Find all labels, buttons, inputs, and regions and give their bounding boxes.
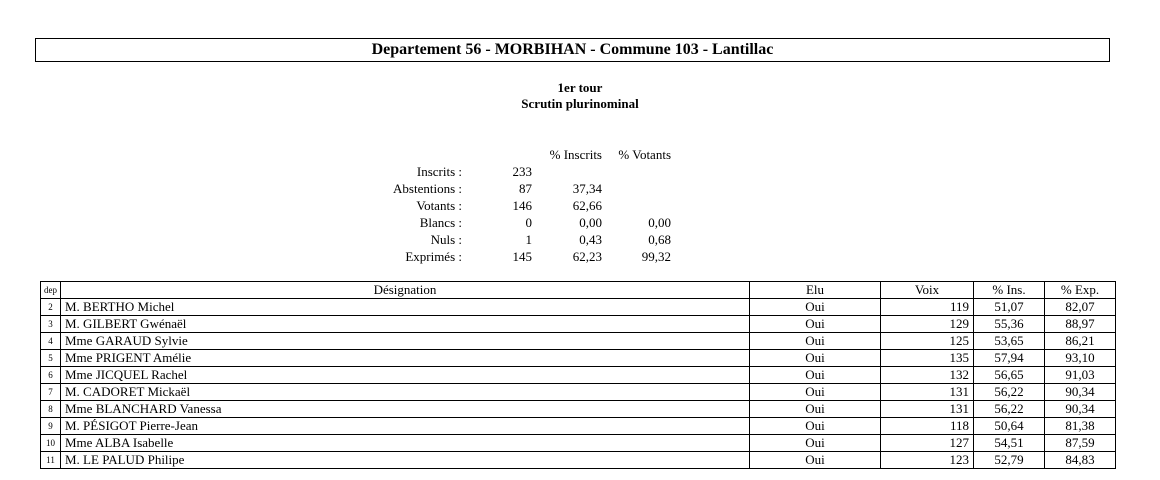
candidate-row bbox=[41, 299, 1116, 316]
candidate-dep: 9 bbox=[41, 418, 61, 435]
turnout-pct-votants: 99,32 bbox=[641, 249, 671, 264]
candidate-pct-ins: 56,65 bbox=[974, 367, 1045, 384]
turnout-label: Abstentions : bbox=[393, 181, 462, 196]
candidate-pct-ins: 55,36 bbox=[974, 316, 1045, 333]
turnout-pct-votants: 0,68 bbox=[648, 232, 671, 247]
turnout-label: Nuls : bbox=[430, 232, 462, 247]
turnout-label: Blancs : bbox=[419, 215, 462, 230]
candidate-dep: 10 bbox=[41, 435, 61, 452]
candidate-votes: 118 bbox=[881, 418, 974, 435]
candidate-dep: 11 bbox=[41, 452, 61, 469]
candidate-row bbox=[41, 435, 1116, 452]
candidate-name: Mme BLANCHARD Vanessa bbox=[61, 401, 750, 418]
candidate-dep: 7 bbox=[41, 384, 61, 401]
turnout-label: Inscrits : bbox=[416, 164, 462, 179]
turnout-pct-inscrits: 62,66 bbox=[572, 198, 602, 213]
candidate-pct-exp: 90,34 bbox=[1045, 401, 1116, 418]
candidate-votes: 132 bbox=[881, 367, 974, 384]
turnout-value: 146 bbox=[512, 198, 532, 213]
candidate-row bbox=[41, 401, 1116, 418]
candidate-pct-ins: 56,22 bbox=[974, 401, 1045, 418]
header-voix: Voix bbox=[881, 282, 974, 299]
candidate-elected: Oui bbox=[750, 350, 881, 367]
turnout-value: 87 bbox=[519, 181, 532, 196]
candidate-dep: 8 bbox=[41, 401, 61, 418]
candidate-row bbox=[41, 418, 1116, 435]
candidate-elected: Oui bbox=[750, 418, 881, 435]
header-pct-ins: % Ins. bbox=[974, 282, 1045, 299]
turnout-label: Votants : bbox=[416, 198, 462, 213]
candidate-name: M. CADORET Mickaël bbox=[61, 384, 750, 401]
turnout-row bbox=[360, 180, 671, 197]
candidate-pct-exp: 81,38 bbox=[1045, 418, 1116, 435]
candidate-pct-exp: 84,83 bbox=[1045, 452, 1116, 469]
header-elu: Elu bbox=[750, 282, 881, 299]
candidate-row bbox=[41, 350, 1116, 367]
candidate-votes: 131 bbox=[881, 401, 974, 418]
candidate-row bbox=[41, 452, 1116, 469]
candidate-elected: Oui bbox=[750, 452, 881, 469]
candidate-votes: 119 bbox=[881, 299, 974, 316]
turnout-pct-inscrits: 0,43 bbox=[579, 232, 602, 247]
candidate-votes: 135 bbox=[881, 350, 974, 367]
ballot-type-label: Scrutin plurinominal bbox=[521, 96, 639, 111]
candidate-row bbox=[41, 333, 1116, 350]
header-designation: Désignation bbox=[61, 282, 750, 299]
candidate-elected: Oui bbox=[750, 333, 881, 350]
candidate-name: Mme JICQUEL Rachel bbox=[61, 367, 750, 384]
turnout-stats bbox=[360, 146, 671, 265]
turnout-label: Exprimés : bbox=[405, 249, 462, 264]
candidate-name: M. LE PALUD Philipe bbox=[61, 452, 750, 469]
candidate-pct-ins: 56,22 bbox=[974, 384, 1045, 401]
turnout-pct-inscrits: 62,23 bbox=[572, 249, 602, 264]
candidate-pct-exp: 93,10 bbox=[1045, 350, 1116, 367]
candidate-pct-ins: 53,65 bbox=[974, 333, 1045, 350]
candidate-row bbox=[41, 384, 1116, 401]
results-header-row bbox=[41, 282, 1116, 299]
col-pct-inscrits: % Inscrits bbox=[549, 147, 602, 162]
candidate-elected: Oui bbox=[750, 384, 881, 401]
turnout-header-row bbox=[360, 146, 671, 163]
candidate-name: M. PÉSIGOT Pierre-Jean bbox=[61, 418, 750, 435]
candidate-pct-exp: 88,97 bbox=[1045, 316, 1116, 333]
turnout-row bbox=[360, 248, 671, 265]
candidate-name: Mme ALBA Isabelle bbox=[61, 435, 750, 452]
header-dep: dep bbox=[41, 282, 61, 299]
turnout-pct-inscrits: 0,00 bbox=[579, 215, 602, 230]
candidate-pct-ins: 52,79 bbox=[974, 452, 1045, 469]
turnout-row bbox=[360, 231, 671, 248]
candidate-name: M. BERTHO Michel bbox=[61, 299, 750, 316]
candidate-elected: Oui bbox=[750, 367, 881, 384]
candidate-votes: 123 bbox=[881, 452, 974, 469]
candidate-votes: 129 bbox=[881, 316, 974, 333]
turnout-value: 1 bbox=[525, 232, 532, 247]
turnout-row bbox=[360, 163, 671, 180]
turnout-pct-inscrits: 37,34 bbox=[572, 181, 602, 196]
candidate-pct-ins: 50,64 bbox=[974, 418, 1045, 435]
candidate-pct-exp: 82,07 bbox=[1045, 299, 1116, 316]
candidate-votes: 131 bbox=[881, 384, 974, 401]
candidate-dep: 2 bbox=[41, 299, 61, 316]
turnout-pct-votants bbox=[602, 197, 671, 214]
candidate-pct-ins: 51,07 bbox=[974, 299, 1045, 316]
turnout-value: 145 bbox=[512, 249, 532, 264]
candidate-elected: Oui bbox=[750, 401, 881, 418]
turnout-value: 0 bbox=[525, 215, 532, 230]
candidate-pct-exp: 91,03 bbox=[1045, 367, 1116, 384]
candidate-row bbox=[41, 316, 1116, 333]
candidate-votes: 125 bbox=[881, 333, 974, 350]
candidate-pct-exp: 87,59 bbox=[1045, 435, 1116, 452]
candidate-pct-ins: 57,94 bbox=[974, 350, 1045, 367]
candidate-elected: Oui bbox=[750, 435, 881, 452]
turnout-row bbox=[360, 214, 671, 231]
turnout-pct-inscrits bbox=[532, 163, 602, 180]
candidate-dep: 4 bbox=[41, 333, 61, 350]
turnout-table bbox=[360, 146, 671, 265]
results-table bbox=[40, 281, 1116, 469]
candidate-dep: 6 bbox=[41, 367, 61, 384]
candidate-elected: Oui bbox=[750, 316, 881, 333]
turnout-pct-votants: 0,00 bbox=[648, 215, 671, 230]
document-title: Departement 56 - MORBIHAN - Commune 103 - Lantillac bbox=[35, 38, 1110, 62]
candidate-dep: 5 bbox=[41, 350, 61, 367]
candidate-pct-exp: 90,34 bbox=[1045, 384, 1116, 401]
candidate-pct-exp: 86,21 bbox=[1045, 333, 1116, 350]
round-label: 1er tour bbox=[557, 80, 603, 95]
turnout-pct-votants bbox=[602, 163, 671, 180]
header-pct-exp: % Exp. bbox=[1045, 282, 1116, 299]
candidate-name: Mme GARAUD Sylvie bbox=[61, 333, 750, 350]
turnout-value: 233 bbox=[512, 164, 532, 179]
candidate-row bbox=[41, 367, 1116, 384]
candidate-name: Mme PRIGENT Amélie bbox=[61, 350, 750, 367]
candidate-dep: 3 bbox=[41, 316, 61, 333]
candidate-votes: 127 bbox=[881, 435, 974, 452]
candidate-name: M. GILBERT Gwénaël bbox=[61, 316, 750, 333]
candidate-pct-ins: 54,51 bbox=[974, 435, 1045, 452]
turnout-pct-votants bbox=[602, 180, 671, 197]
col-pct-votants: % Votants bbox=[618, 147, 671, 162]
turnout-row bbox=[360, 197, 671, 214]
candidate-elected: Oui bbox=[750, 299, 881, 316]
